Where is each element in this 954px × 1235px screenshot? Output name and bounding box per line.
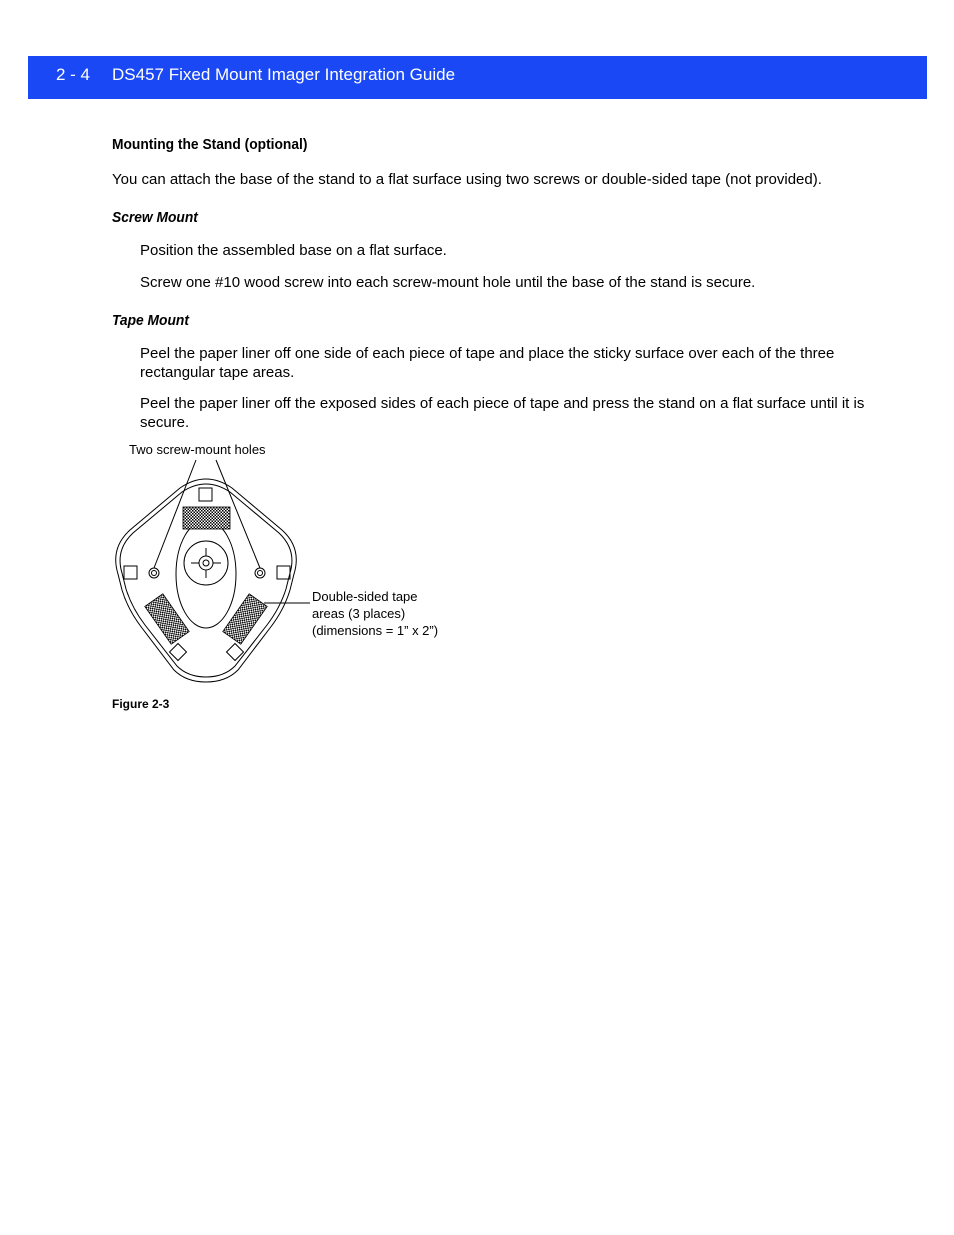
screw-mount-step-1: Position the assembled base on a flat surface. [140,242,447,259]
hub-ring [199,556,213,570]
page-number: 2 - 4 [56,65,91,84]
hub-hole [203,560,209,566]
callout-tape-line-2: areas (3 places) [312,606,406,621]
foot-top [199,488,212,501]
callout-tape-line-1: Double-sided tape [312,589,418,604]
screw-hole-right [255,568,265,578]
callout-tape-line-3: (dimensions = 1” x 2”) [312,623,439,638]
intro-paragraph: You can attach the base of the stand to a flat surface using two screws or double-sided tape (not provided). [112,171,822,188]
stand-base-diagram [110,440,310,690]
document-title: DS457 Fixed Mount Imager Integration Guide [112,65,456,84]
screw-hole-right-inner [258,571,263,576]
foot-left [124,566,137,579]
tape-area-left [145,594,189,644]
tape-mount-step-1: Peel the paper liner off one side of each piece of tape and place the sticky surface over each of the three rectangular tape areas. [140,345,835,381]
screw-mount-heading: Screw Mount [112,209,198,226]
figure-caption: Figure 2-3 [112,697,170,711]
tape-mount-step-2: Peel the paper liner off the exposed sides of each piece of tape and press the stand on a flat surface until it is secure. [140,395,865,431]
section-heading: Mounting the Stand (optional) [112,136,308,153]
foot-right [277,566,290,579]
tape-area-top [183,507,230,529]
screw-hole-left [149,568,159,578]
screw-mount-step-2: Screw one #10 wood screw into each screw-mount hole until the base of the stand is secure. [140,274,756,291]
header-bar [28,56,927,99]
center-hub [184,541,228,585]
tape-mount-heading: Tape Mount [112,312,189,329]
tape-area-right [223,594,267,644]
screw-hole-left-inner [152,571,157,576]
foot-bottom-left [170,644,187,661]
callout-screw-holes: Two screw-mount holes [129,442,266,457]
